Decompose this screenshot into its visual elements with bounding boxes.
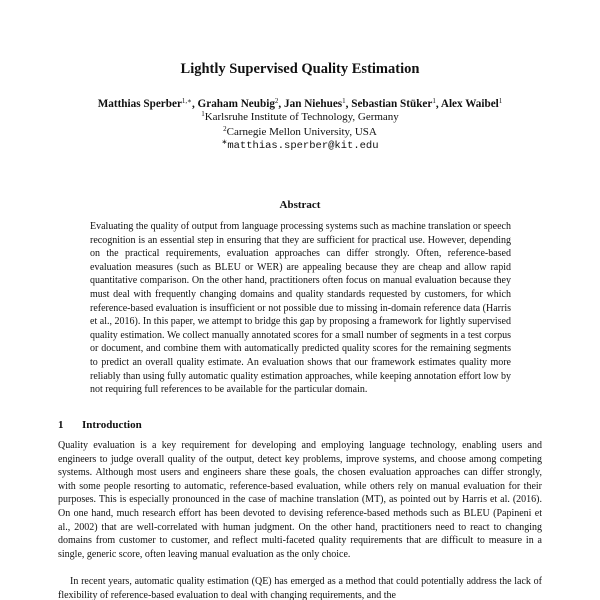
author-name: Matthias Sperber <box>97 98 182 110</box>
email-address[interactable]: matthias.sperber@kit.edu <box>227 140 379 152</box>
affiliation-mark: 1 <box>201 110 205 118</box>
affiliation-mark: 2 <box>223 125 227 133</box>
affiliation-line <box>0 126 600 139</box>
author-name: Alex Waibel <box>440 98 499 110</box>
author-name: Jan Niehues <box>284 98 343 110</box>
author-affiliation-mark: 1 <box>432 97 436 105</box>
author-separator: , <box>435 98 441 110</box>
author-separator: , <box>278 98 285 110</box>
author-name: Sebastian Stüker <box>351 98 433 110</box>
affiliation-text: Karlsruhe Institute of Technology, Germany <box>204 111 399 123</box>
author-affiliation-mark: 1 <box>498 97 503 105</box>
contact-email[interactable] <box>0 140 600 153</box>
paper-title: Lightly Supervised Quality Estimation <box>180 61 420 77</box>
author-separator: , <box>345 98 352 110</box>
affiliation-text: Carnegie Mellon University, USA <box>226 126 377 138</box>
intro-paragraph: In recent years, automatic quality estimation (QE) has emerged as a method that could potentially address the lack of flexibility of reference-based evaluation to deal with changing requirements, and the <box>58 576 542 600</box>
author-affiliation-mark: 1,∗ <box>181 97 192 105</box>
section-heading-introduction <box>58 418 142 432</box>
author-list <box>0 97 600 111</box>
abstract-text: Evaluating the quality of output from language processing systems such as machine translation or speech recognition is an essential step in ensuring that they are sufficient for practical use. However, depending on the practical requirements, evaluation approaches can differ strongly. Often, reference-based evaluation measures (such as BLEU or WER) are appealing because they are cheap and allow rapid quantitative comparison. On the other hand, practitioners often focus on manual evaluation because they must deal with frequently changing domains and quality standards requested by customers, for which reference-based evaluation is insufficient or not possible due to missing in-domain reference data (Harris et al., 2016). In this paper, we attempt to bridge this gap by proposing a framework for lightly supervised quality estimation. We collect manually annotated scores for a small number of segments in a test corpus or document, and combine them with automatically predicted quality scores for the remaining segments to predict an overall quality estimate. An evaluation shows that our framework estimates quality more reliably than using fully automatic quality estimation approaches, while keeping annotation effort low by not requiring full references to be available for the particular domain. <box>90 221 511 396</box>
author-separator: , <box>191 98 198 110</box>
author-affiliation-mark: 2 <box>274 97 279 105</box>
section-number: 1 <box>58 419 64 431</box>
author-name: Graham Neubig <box>197 98 275 110</box>
intro-paragraph: Quality evaluation is a key requirement for developing and employing language technology, enabling users and engineers to judge overall quality of the output, detect key problems, improve systems, and choose among competing systems. Although most users and engineers share these goals, the chosen evaluation approaches can differ strongly, with some people resorting to automatic, reference-based evaluation, while others rely on manual evaluation for their purposes. This is especially pronounced in the case of machine translation (MT), as pointed out by Harris et al. (2016). On one hand, much research effort has been devoted to devising reference-based methods such as BLEU (Papineni et al., 2002) that are well-correlated with human judgment. On the other hand, practitioners need to react to changing domains from customer to customer, and reflect multi-faceted quality requirements that are difficult to measure in a single, generic score, often leaving manual evaluation as the only choice. <box>58 440 542 560</box>
abstract-heading: Abstract <box>279 199 321 211</box>
section-title: Introduction <box>82 419 142 431</box>
author-affiliation-mark: 1 <box>342 97 346 105</box>
affiliation-line <box>0 111 600 124</box>
email-mark: ∗ <box>221 138 228 146</box>
